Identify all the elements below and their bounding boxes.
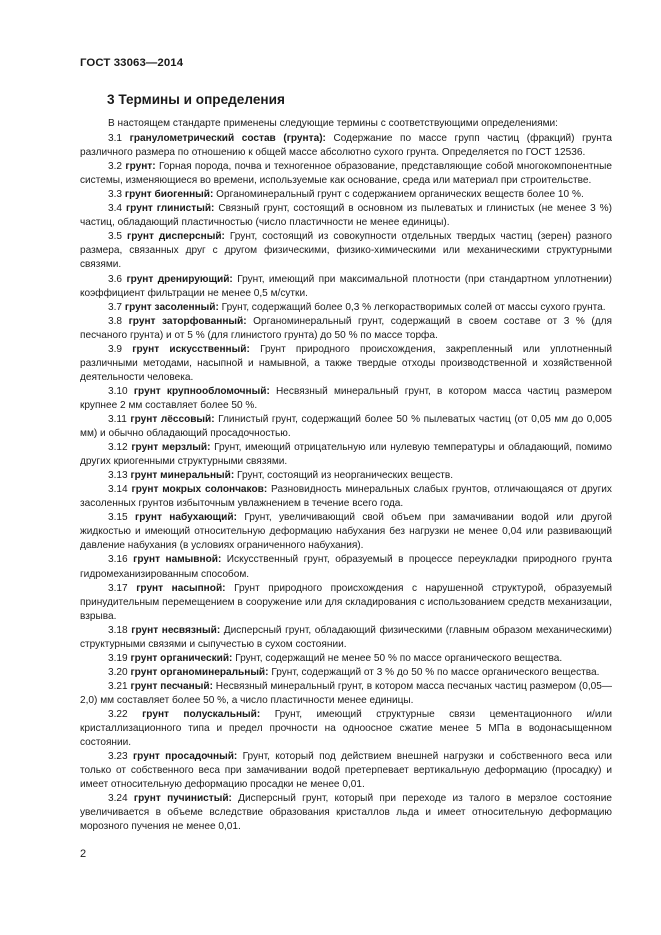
entry-term: грунт набухающий: xyxy=(135,512,237,524)
entry-definition: Разновидность минеральных слабых грунтов, отличающаяся от других засоленных грунтов избыточным увлажнением в течение всего года. xyxy=(80,484,612,510)
entry-term: грунт органический: xyxy=(130,652,233,664)
entry-number: 3.10 xyxy=(108,385,128,397)
definition-entry xyxy=(80,469,612,483)
entry-term: грунт несвязный: xyxy=(131,624,221,636)
definition-entry xyxy=(80,385,612,413)
definition-entry xyxy=(80,750,612,792)
entry-term: грунт лёссовый: xyxy=(130,413,215,425)
entry-definition: Дисперсный грунт, обладающий физическими (главным образом механическими) структурными связями и сыпучестью в сухом состоянии. xyxy=(80,624,613,650)
entry-definition: Грунт, имеющий отрицательную или нулевую температуры и обладающий, помимо других криогенными структурными связями. xyxy=(80,442,612,468)
entry-number: 3.2 xyxy=(108,161,123,173)
entry-term: грунт насыпной: xyxy=(136,582,226,594)
definition-entry xyxy=(80,273,612,301)
entry-number: 3.16 xyxy=(108,554,128,566)
entry-definition: Грунт, состоящий из совокупности отдельных твердых частиц (зерен) разного размера, связанных друг с другом физическими, физико-химическими или механическими структурными связями. xyxy=(80,231,612,271)
entry-number: 3.12 xyxy=(108,442,128,454)
entry-definition: Грунт, состоящий из неорганических веществ. xyxy=(237,470,454,482)
document-code-header: ГОСТ 33063—2014 xyxy=(80,57,184,69)
page-number: 2 xyxy=(80,848,87,860)
entry-definition: Грунт, имеющий структурные связи цементационного и/или кристаллизационного типа и предел прочности на одноосное сжатие менее 5 МПа в водонасыщенном состоянии. xyxy=(80,708,613,749)
entry-definition: Грунт, содержащий от 3 % до 50 % по массе органического вещества. xyxy=(271,666,600,678)
entry-definition: Несвязный минеральный грунт, в котором масса песчаных частиц размером (0,05—2,0) мм составляет более 50 %, а число пластичности менее единицы. xyxy=(80,680,612,706)
definition-entry xyxy=(80,652,612,666)
entry-term: грунт: xyxy=(125,161,156,173)
entry-number: 3.14 xyxy=(108,484,128,496)
entry-term: грунт пучинистый: xyxy=(133,793,232,805)
definition-entry xyxy=(80,624,612,652)
entry-term: грунт дисперсный: xyxy=(127,231,225,243)
definition-entry xyxy=(80,413,612,441)
entry-definition: Грунт природного происхождения с нарушенной структурой, образуемый принудительным перемещением в сооружение или для складирования с использованием средств механизации, взрыва. xyxy=(80,582,612,622)
entry-number: 3.22 xyxy=(108,708,128,720)
entry-number: 3.24 xyxy=(108,793,128,805)
intro-paragraph: В настоящем стандарте применены следующие термины с соответствующими определениями: xyxy=(108,118,558,129)
entry-number: 3.17 xyxy=(108,582,128,594)
entry-number: 3.11 xyxy=(108,413,127,425)
entry-term: грунт крупнообломочный: xyxy=(133,385,270,397)
definition-entry xyxy=(80,582,612,624)
entry-number: 3.19 xyxy=(108,652,128,664)
entry-definition: Дисперсный грунт, который при переходе из талого в мерзлое состояние увеличивается в объеме вследствие образования кристаллов льда и имеет относительную деформацию морозного пучения не менее 0,01. xyxy=(80,793,612,833)
entry-definition: Органоминеральный грунт с содержанием органических веществ более 10 %. xyxy=(216,189,584,201)
entry-number: 3.18 xyxy=(108,624,128,636)
definition-entry xyxy=(80,301,612,315)
definition-entry xyxy=(80,202,612,230)
entry-term: грунт мокрых солончаков: xyxy=(131,484,268,496)
entry-number: 3.5 xyxy=(108,231,123,243)
entry-definition: Грунт, увеличивающий свой объем при замачивании водой или другой жидкостью и имеющий относительную деформацию набухания без нагрузки не менее 0,04 или развивающий давление набухания (в условиях ограниченного набухания). xyxy=(80,512,612,552)
entry-term: гранулометрический состав (грунта): xyxy=(129,133,326,145)
definition-entry xyxy=(80,160,612,188)
entry-number: 3.3 xyxy=(108,189,123,201)
entry-term: грунт просадочный: xyxy=(132,751,238,763)
definition-entry xyxy=(80,188,612,202)
definition-entry xyxy=(80,343,612,385)
entry-term: грунт дренирующий: xyxy=(126,273,233,285)
definition-entry xyxy=(80,553,612,581)
entry-definition: Глинистый грунт, содержащий более 50 % пылеватых частиц (от 0,05 мм до 0,005 мм) и обычно обладающий просадочностью. xyxy=(80,413,612,440)
entry-term: грунт заторфованный: xyxy=(128,315,247,327)
entry-definition: Искусственный грунт, образуемый в процессе переукладки природного грунта гидромеханизированным способом. xyxy=(80,554,612,580)
definitions-body xyxy=(80,117,612,834)
definition-entry xyxy=(80,792,612,834)
entry-term: грунт минеральный: xyxy=(130,470,235,482)
entry-term: грунт биогенный: xyxy=(124,189,214,201)
entry-term: грунт песчаный: xyxy=(130,680,213,692)
entry-term: грунт засоленный: xyxy=(124,301,219,313)
entry-number: 3.4 xyxy=(108,203,123,215)
definition-entry xyxy=(80,315,612,343)
definition-entry xyxy=(80,483,612,511)
entry-number: 3.20 xyxy=(108,666,128,678)
entry-definition: Горная порода, почва и техногенное образование, представляющие собой многокомпонентные системы, изменяющиеся во времени, используемые как основание, среда или материал при строительстве. xyxy=(80,161,612,187)
definition-entry xyxy=(80,132,612,160)
entry-term: грунт намывной: xyxy=(133,554,222,566)
entry-number: 3.13 xyxy=(108,470,128,482)
definition-entry xyxy=(80,441,612,469)
entry-number: 3.21 xyxy=(108,680,128,692)
entry-number: 3.7 xyxy=(108,301,123,313)
entry-number: 3.15 xyxy=(108,512,128,524)
entry-definition: Органоминеральный грунт, содержащий в своем составе от 3 % (для песчаного грунта) и от 5 % (для глинистого грунта) до 50 % по массе торфа. xyxy=(80,315,612,341)
entry-definition: Грунт, который под действием внешней нагрузки и собственного веса или только от собственного веса при замачивании водой претерпевает вертикальную деформацию (просадку) и имеет относительную деформацию просадки не менее 0,01. xyxy=(80,751,612,791)
entry-number: 3.6 xyxy=(108,273,123,285)
entry-definition: Грунт природного происхождения, закрепленный или уплотненный различными методами, насыпной и намывной, а также твердые отходы производственной и хозяйственной деятельности человека. xyxy=(80,343,612,383)
entry-definition: Грунт, содержащий не менее 50 % по массе органического вещества. xyxy=(235,652,563,664)
definition-entry xyxy=(80,680,612,708)
entry-number: 3.23 xyxy=(108,751,128,763)
entry-term: грунт полускальный: xyxy=(142,708,261,720)
entry-term: грунт органоминеральный: xyxy=(130,666,269,678)
entry-definition: Несвязный минеральный грунт, в котором масса частиц размером крупнее 2 мм составляет более 50 %. xyxy=(80,385,612,411)
entry-term: грунт глинистый: xyxy=(125,203,215,215)
entry-definition: Связный грунт, состоящий в основном из пылеватых и глинистых (не менее 3 %) частиц, обладающий пластичностью (число пластичности не менее единицы). xyxy=(80,203,612,229)
definition-entry xyxy=(80,230,612,272)
definition-entry xyxy=(80,511,612,553)
entry-definition: Грунт, содержащий более 0,3 % легкорастворимых солей от массы сухого грунта. xyxy=(221,301,606,313)
entry-number: 3.8 xyxy=(108,315,123,327)
entry-definition: Содержание по массе групп частиц (фракций) грунта различного размера по отношению к общей массе абсолютно сухого грунта. Определяется по ГОСТ 12536. xyxy=(80,133,612,159)
entry-definition: Грунт, имеющий при максимальной плотности (при стандартном уплотнении) коэффициент фильтрации не менее 0,5 м/сутки. xyxy=(80,273,612,299)
entry-number: 3.9 xyxy=(108,343,123,355)
entry-term: грунт искусственный: xyxy=(132,343,250,355)
definition-entry xyxy=(80,666,612,680)
entry-term: грунт мерзлый: xyxy=(131,442,211,454)
section-title: 3 Термины и определения xyxy=(107,92,285,107)
entry-number: 3.1 xyxy=(108,133,123,145)
definition-entry xyxy=(80,708,612,750)
